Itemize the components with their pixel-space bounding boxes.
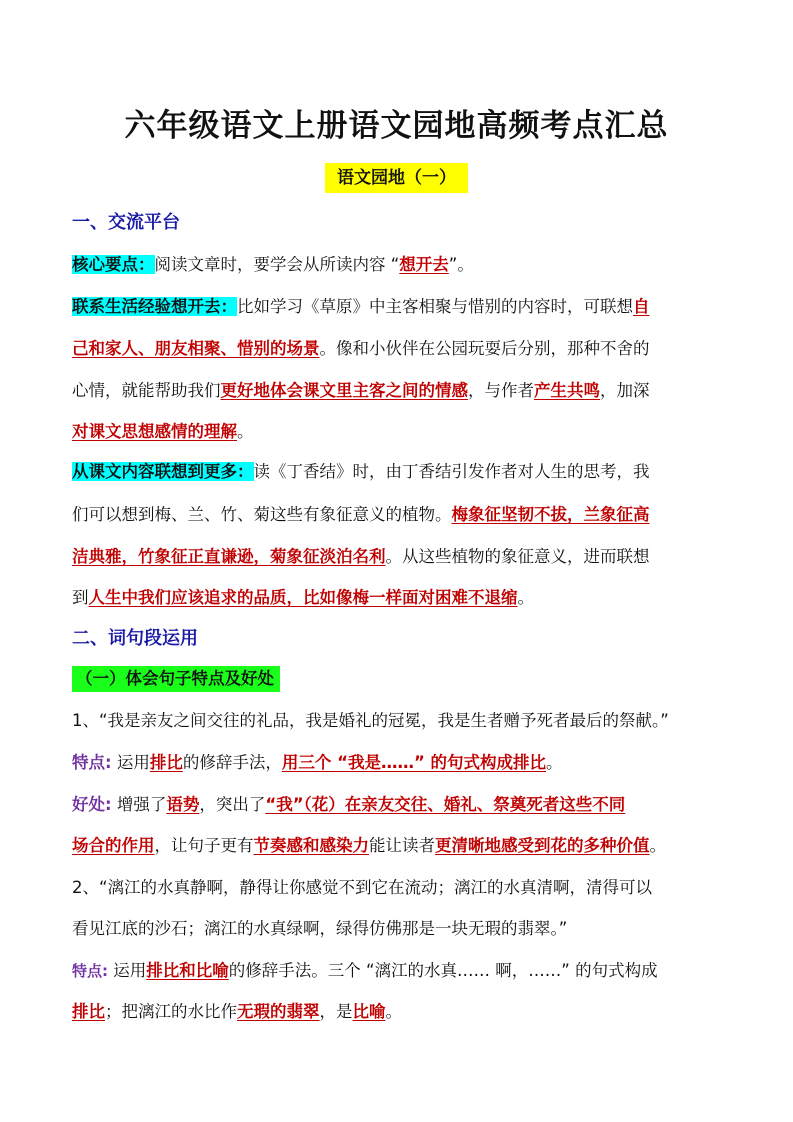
q2-text: 。 bbox=[385, 1002, 402, 1021]
p2-highlight: 对课文思想感情的理解 bbox=[72, 422, 237, 441]
p1-highlight: 想开去 bbox=[399, 255, 449, 274]
q2-feature-label: 特点: bbox=[72, 962, 108, 980]
p2-line-2 bbox=[72, 337, 732, 361]
subsection-heading: （一）体会句子特点及好处 bbox=[72, 666, 280, 692]
p3-text: 读《丁香结》时，由丁香结引发作者对人生的思考，我 bbox=[253, 462, 650, 481]
p1-text: 阅读文章时，要学会从所读内容 “ bbox=[154, 255, 400, 274]
q1-text: ，让句子更有 bbox=[154, 836, 254, 855]
q1-text: 。 bbox=[649, 836, 666, 855]
q1-benefit-line-1 bbox=[72, 793, 732, 817]
p3-text: 们可以想到梅、兰、竹、菊这些有象征意义的植物。 bbox=[72, 505, 452, 524]
p3-label: 从课文内容联想到更多： bbox=[72, 462, 254, 481]
q1-highlight: 语势 bbox=[166, 795, 200, 814]
q2-sentence-line-2: 看见江底的沙石；漓江的水真绿啊，绿得仿佛那是一块无瑕的翡翠。” bbox=[72, 919, 568, 938]
section2-heading: 二、词句段运用 bbox=[72, 628, 198, 649]
q1-text: 增强了 bbox=[111, 795, 167, 814]
q1-sentence: 1、“我是亲友之间交往的礼品，我是婚礼的冠冕，我是生者赠予死者最后的祭献。” bbox=[72, 711, 669, 730]
p2-text: 比如学习《草原》中主客相聚与惜别的内容时，可联想 bbox=[237, 297, 633, 316]
p3-text: 到 bbox=[72, 588, 89, 607]
p3-highlight: 梅象征坚韧不拔，兰象征高 bbox=[451, 505, 650, 524]
q2-highlight: 排比 bbox=[72, 1002, 105, 1021]
q1-text: 。 bbox=[546, 753, 563, 772]
p2-line-1 bbox=[72, 295, 732, 319]
p2-label: 联系生活经验想开去： bbox=[72, 297, 237, 316]
p1-label: 核心要点： bbox=[72, 255, 155, 274]
p2-line-4 bbox=[72, 420, 732, 444]
p2-highlight: 自 bbox=[633, 297, 650, 316]
p2-line-3 bbox=[72, 379, 732, 403]
q1-text: 的修辞手法， bbox=[182, 753, 282, 772]
q2-feature-line-2 bbox=[72, 1000, 732, 1024]
p2-highlight: 更好地体会课文里主客之间的情感 bbox=[220, 381, 468, 400]
p2-text: 。 bbox=[237, 422, 254, 441]
section-subtitle: 语文园地（一） bbox=[325, 163, 468, 193]
section1-heading: 一、交流平台 bbox=[72, 212, 180, 233]
p3-highlight: 洁典雅，竹象征正直谦逊，菊象征淡泊名利 bbox=[72, 547, 386, 566]
p2-highlight: 己和家人、朋友相聚、惜别的场景 bbox=[72, 339, 320, 358]
q1-highlight: 节奏感和感染力 bbox=[253, 836, 369, 855]
q1-benefit-label: 好处: bbox=[72, 795, 112, 814]
q2-highlight: 排比和比喻 bbox=[146, 961, 229, 980]
q1-benefit-line-2 bbox=[72, 834, 732, 858]
q1-highlight: 用三个 “我是……” 的句式构成排比 bbox=[281, 753, 547, 772]
q2-sentence-line-1: 2、“漓江的水真静啊，静得让你感觉不到它在流动；漓江的水真清啊，清得可以 bbox=[72, 878, 653, 897]
p3-line-1 bbox=[72, 460, 732, 484]
p1-text-end: ”。 bbox=[448, 255, 474, 274]
q2-text: ，是 bbox=[319, 1002, 353, 1021]
q1-text: 运用 bbox=[111, 753, 150, 772]
p2-text: 。像和小伙伴在公园玩耍后分别，那种不舍的 bbox=[319, 339, 650, 358]
p3-line-2 bbox=[72, 503, 732, 527]
q2-text: 运用 bbox=[108, 961, 147, 980]
p2-text: ，加深 bbox=[600, 381, 650, 400]
p3-text: 。从这些植物的象征意义，进而联想 bbox=[385, 547, 650, 566]
p2-highlight: 产生共鸣 bbox=[534, 381, 600, 400]
p3-highlight: 人生中我们应该追求的品质，比如像梅一样面对困难不退缩 bbox=[88, 588, 518, 607]
q2-text: ；把漓江的水比作 bbox=[105, 1002, 237, 1021]
p2-text: ，与作者 bbox=[468, 381, 534, 400]
q1-feature-line bbox=[72, 751, 732, 775]
subtitle-container bbox=[0, 163, 793, 193]
q1-text: ，突出了 bbox=[199, 795, 266, 814]
q1-feature-label: 特点: bbox=[72, 753, 112, 772]
p2-text: 心情，就能帮助我们 bbox=[72, 381, 221, 400]
q1-highlight: 排比 bbox=[149, 753, 183, 772]
q1-highlight: 更清晰地感受到花的多种价值 bbox=[435, 836, 650, 855]
p1-line bbox=[72, 253, 732, 277]
q2-highlight: 比喻 bbox=[352, 1002, 386, 1021]
q1-highlight: “我”（花）在亲友交往、婚礼、祭奠死者这些不同 bbox=[265, 795, 626, 814]
document-title: 六年级语文上册语文园地高频考点汇总 bbox=[124, 108, 669, 144]
p3-line-4 bbox=[72, 586, 732, 610]
p3-text: 。 bbox=[517, 588, 534, 607]
q2-highlight: 无瑕的翡翠 bbox=[237, 1002, 320, 1021]
q2-text: 的修辞手法。三个 “漓江的水真…… 啊，……” 的句式构成 bbox=[228, 961, 658, 980]
p3-line-3 bbox=[72, 545, 732, 569]
q1-text: 能让读者 bbox=[369, 836, 435, 855]
q2-feature-line-1 bbox=[72, 959, 732, 983]
q1-highlight: 场合的作用 bbox=[72, 836, 155, 855]
